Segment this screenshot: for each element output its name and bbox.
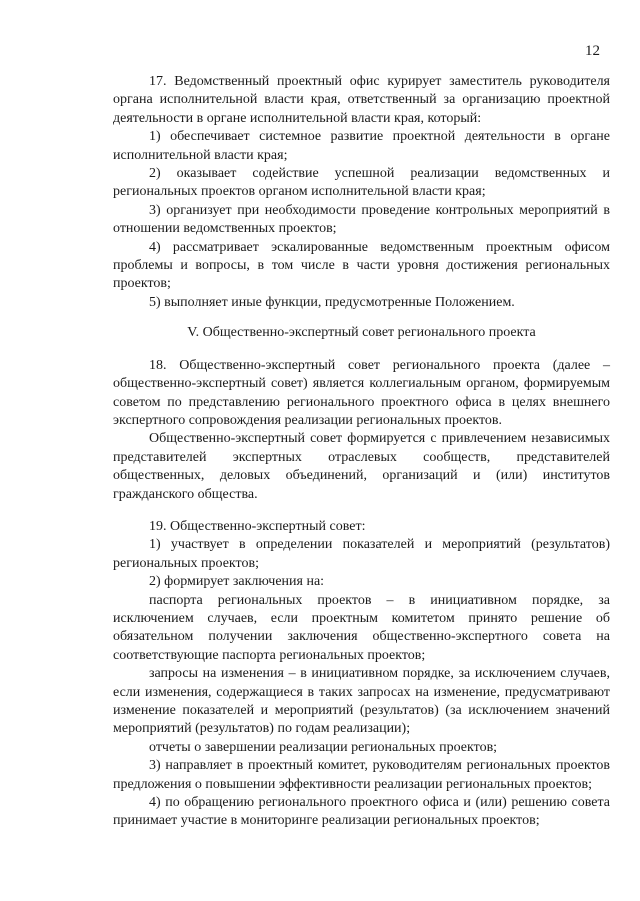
- paragraph-17-item-4: 4) рассматривает эскалированные ведомственным проектным офисом проблемы и вопросы, в том числе в части уровня достижения региональных проектов;: [113, 239, 610, 292]
- paragraph-19-item-2-passports: паспорта региональных проектов – в инициативном порядке, за исключением случаев, если проектным комитетом принято решение об обязательном получении заключения общественно-экспертного совета на соответствующие паспорта региональных проектов;: [113, 592, 610, 663]
- paragraph-19-item-4: 4) по обращению регионального проектного офиса и (или) решению совета принимает участие в мониторинге реализации региональных проектов;: [113, 795, 610, 829]
- paragraph-17-item-1: 1) обеспечивает системное развитие проектной деятельности в органе исполнительной власти края;: [113, 129, 610, 163]
- document-body: [113, 73, 610, 831]
- paragraph-19-item-3: 3) направляет в проектный комитет, руководителям региональных проектов предложения о повышении эффективности реализации региональных проектов;: [113, 758, 610, 792]
- paragraph-17-item-5: 5) выполняет иные функции, предусмотренные Положением.: [149, 294, 515, 310]
- section-heading: V. Общественно-экспертный совет регионального проекта: [187, 325, 536, 341]
- paragraph-17-item-3: 3) организует при необходимости проведение контрольных мероприятий в отношении ведомственных проектов;: [113, 202, 610, 237]
- page-number: 12: [585, 43, 600, 59]
- paragraph-18-continued: Общественно-экспертный совет формируется с привлечением независимых представителей экспертных отраслевых сообществ, представителей общественных, деловых объединений, организаций и (или) институтов гражданского общества.: [113, 431, 610, 502]
- paragraph-19-item-2: 2) формирует заключения на:: [149, 574, 325, 590]
- paragraph-18: 18. Общественно-экспертный совет регионального проекта (далее – общественно-экспертный совет) является коллегиальным органом, формируемым советом по представлению регионального проектного офиса в целях внешнего экспертного сопровождения реализации региональных проектов.: [113, 357, 610, 428]
- paragraph-17-item-2: 2) оказывает содействие успешной реализации ведомственных и региональных проектов органом исполнительной власти края;: [113, 166, 610, 200]
- paragraph-19-item-2-requests: запросы на изменения – в инициативном порядке, за исключением случаев, если изменения, содержащиеся в таких запросах на изменение, предусматривают изменение показателей и мероприятий (результатов) (за исключением значений мероприятий (результатов) по годам реализации);: [113, 666, 610, 737]
- paragraph-19-item-2-reports: отчеты о завершении реализации региональных проектов;: [149, 739, 498, 755]
- paragraph-19: 19. Общественно-экспертный совет:: [149, 518, 366, 534]
- paragraph-19-item-1: 1) участвует в определении показателей и мероприятий (результатов) региональных проектов;: [113, 537, 610, 571]
- paragraph-17: 17. Ведомственный проектный офис курирует заместитель руководителя органа исполнительной власти края, ответственный за организацию проектной деятельности в органе исполнительной власти края, который:: [113, 74, 610, 126]
